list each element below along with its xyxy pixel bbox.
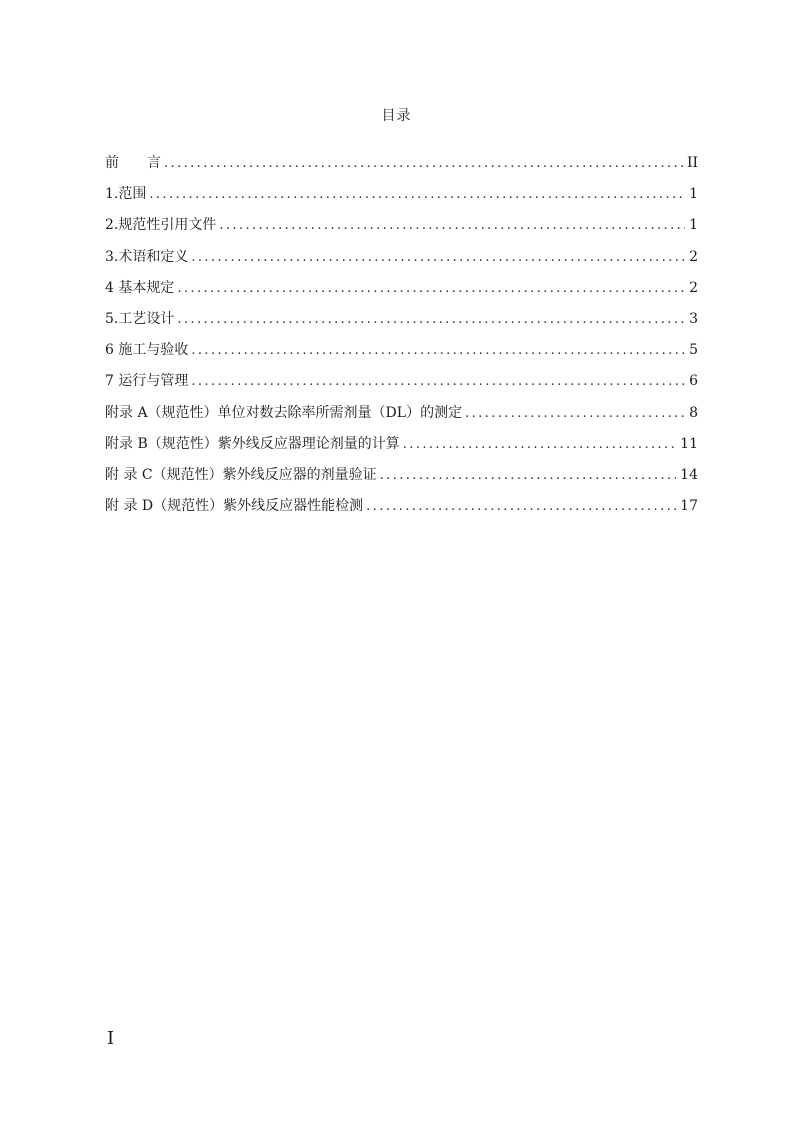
toc-entry-operation-management[interactable] [105,371,698,402]
toc-entry-label: 1.范围 [105,186,147,203]
toc-entry-process-design[interactable] [105,309,698,340]
toc-entry-appendix-c[interactable] [105,465,698,496]
toc-entry-label: 3.术语和定义 [105,248,189,265]
page-number: I [107,1028,115,1049]
toc-leader-dots [164,154,683,174]
toc-entry-page: 5 [689,342,698,359]
toc-entry-normative-references[interactable] [105,215,698,246]
toc-entry-construction-acceptance[interactable] [105,340,698,371]
toc-entry-page: 3 [689,310,698,327]
toc-entry-label: 附录 A（规范性）单位对数去除率所需剂量（DL）的测定 [105,404,463,421]
toc-entry-page: 2 [689,248,698,265]
toc-entry-scope[interactable] [105,184,698,215]
toc-leader-dots [191,372,685,392]
toc-entry-label: 4 基本规定 [105,279,175,296]
table-of-contents [105,153,698,527]
toc-entry-label: 6 施工与验收 [105,342,189,359]
toc-leader-dots [465,404,685,424]
toc-leader-dots [380,466,677,486]
toc-entry-label: 附 录 C（规范性）紫外线反应器的剂量验证 [105,466,377,483]
toc-leader-dots [177,310,685,330]
toc-leader-dots [149,185,685,205]
toc-entry-basic-provisions[interactable] [105,278,698,309]
toc-entry-label: 5.工艺设计 [105,310,175,327]
toc-entry-page: 8 [689,404,698,421]
toc-entry-page: 6 [689,373,698,390]
toc-entry-appendix-a[interactable] [105,403,698,434]
toc-leader-dots [191,341,685,361]
toc-leader-dots [403,435,676,455]
toc-leader-dots [191,248,685,268]
toc-entry-page: 2 [689,279,698,296]
toc-leader-dots [366,497,676,517]
toc-leader-dots [219,216,685,236]
toc-entry-label: 7 运行与管理 [105,373,189,390]
toc-entry-appendix-d[interactable] [105,496,698,527]
toc-entry-page: 11 [680,435,698,452]
toc-title: 目录 [381,108,412,124]
toc-entry-page: 17 [680,498,698,515]
toc-entry-page: II [686,155,698,171]
toc-entry-appendix-b[interactable] [105,434,698,465]
toc-entry-label: 附录 B（规范性）紫外线反应器理论剂量的计算 [105,435,400,452]
toc-entry-label: 附 录 D（规范性）紫外线反应器性能检测 [105,498,364,515]
toc-entry-page: 1 [689,186,698,203]
toc-leader-dots [177,279,685,299]
toc-entry-page: 14 [680,466,698,483]
toc-entry-label: 2.规范性引用文件 [105,217,217,234]
toc-entry-terms-definitions[interactable] [105,247,698,278]
toc-entry-label: 前 言 [105,155,161,171]
toc-entry-preface[interactable] [105,153,698,184]
toc-entry-page: 1 [689,217,698,234]
